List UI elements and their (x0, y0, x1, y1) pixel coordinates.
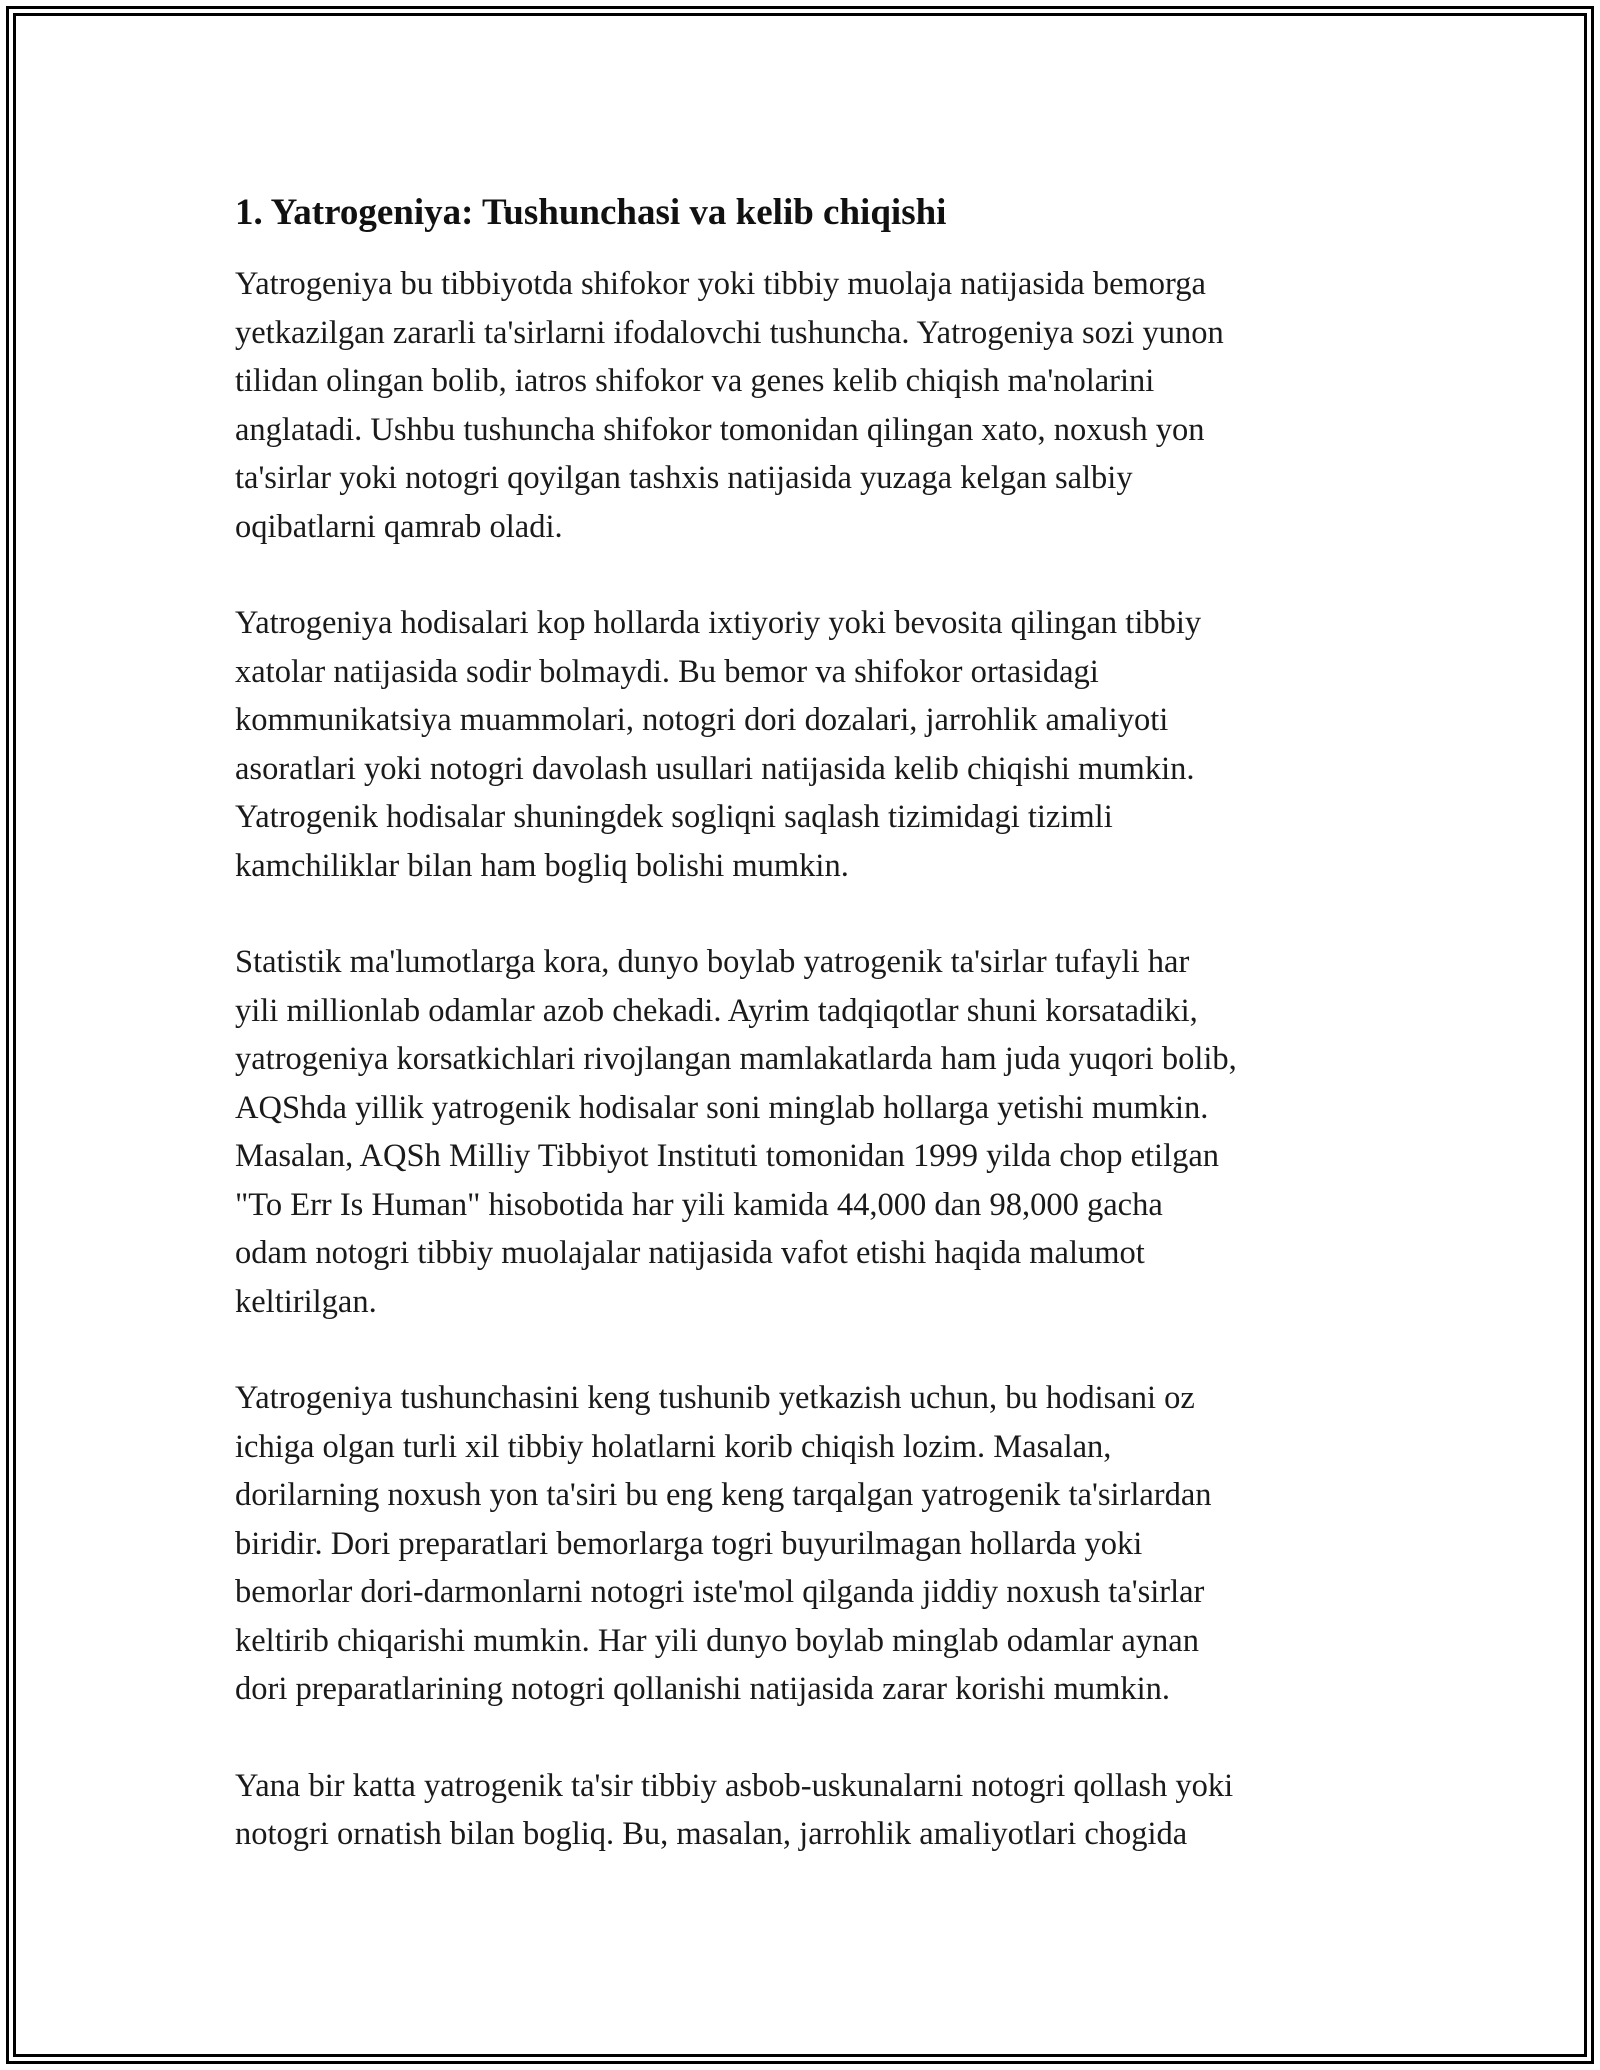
paragraph-equipment: Yana bir katta yatrogenik ta'sir tibbiy asbob-uskunalarni notogri qollash yoki notogri ornatish bilan bogliq. Bu, masalan, jarrohlik amaliyotlari chogida (235, 1767, 1234, 1852)
paragraph-causes: Yatrogeniya hodisalari kop hollarda ixtiyoriy yoki bevosita qilingan tibbiy xatolar natijasida sodir bolmaydi. Bu bemor va shifokor ortasidagi kommunikatsiya muammolari, notogri dori dozalari, jarrohlik amaliyoti asoratlari yoki notogri davolash usullari natijasida kelib chiqishi mumkin. Yatrogenik hodisalar shuningdek sogliqni saqlash tizimidagi tizimli kamchiliklar bilan ham bogliq bolishi mumkin. (235, 605, 1202, 884)
paragraph-statistics: Statistik ma'lumotlarga kora, dunyo boylab yatrogenik ta'sirlar tufayli har yili millionlab odamlar azob chekadi. Ayrim tadqiqotlar shuni korsatadiki, yatrogeniya korsatkichlari rivojlangan mamlakatlarda ham juda yuqori bolib, AQShda yillik yatrogenik hodisalar soni minglab hollarga yetishi mumkin. Masalan, AQSh Milliy Tibbiyot Instituti tomonidan 1999 yilda chop etilgan "To Err Is Human" hisobotida har yili kamida 44,000 dan 98,000 gacha odam notogri tibbiy muolajalar natijasida vafot etishi haqida malumot keltirilgan. (235, 944, 1237, 1320)
paragraph-definition: Yatrogeniya bu tibbiyotda shifokor yoki tibbiy muolaja natijasida bemorga yetkazilgan zararli ta'sirlarni ifodalovchi tushuncha. Yatrogeniya sozi yunon tilidan olingan bolib, iatros shifokor va genes kelib chiqish ma'nolarini anglatadi. Ushbu tushuncha shifokor tomonidan qilingan xato, noxush yon ta'sirlar yoki notogri qoyilgan tashxis natijasida yuzaga kelgan salbiy oqibatlarni qamrab oladi. (235, 266, 1224, 545)
paragraph-medications: Yatrogeniya tushunchasini keng tushunib yetkazish uchun, bu hodisani oz ichiga olgan turli xil tibbiy holatlarni korib chiqish lozim. Masalan, dorilarning noxush yon ta'siri bu eng keng tarqalgan yatrogenik ta'sirlardan biridir. Dori preparatlari bemorlarga togri buyurilmagan hollarda yoki bemorlar dori-darmonlarni notogri iste'mol qilganda jiddiy noxush ta'sirlar keltirib chiqarishi mumkin. Har yili dunyo boylab minglab odamlar aynan dori preparatlarining notogri qollanishi natijasida zarar korishi mumkin. (235, 1380, 1212, 1707)
document-body (235, 186, 1385, 1907)
section-heading: 1. Yatrogeniya: Tushunchasi va kelib chiqishi (235, 192, 947, 233)
